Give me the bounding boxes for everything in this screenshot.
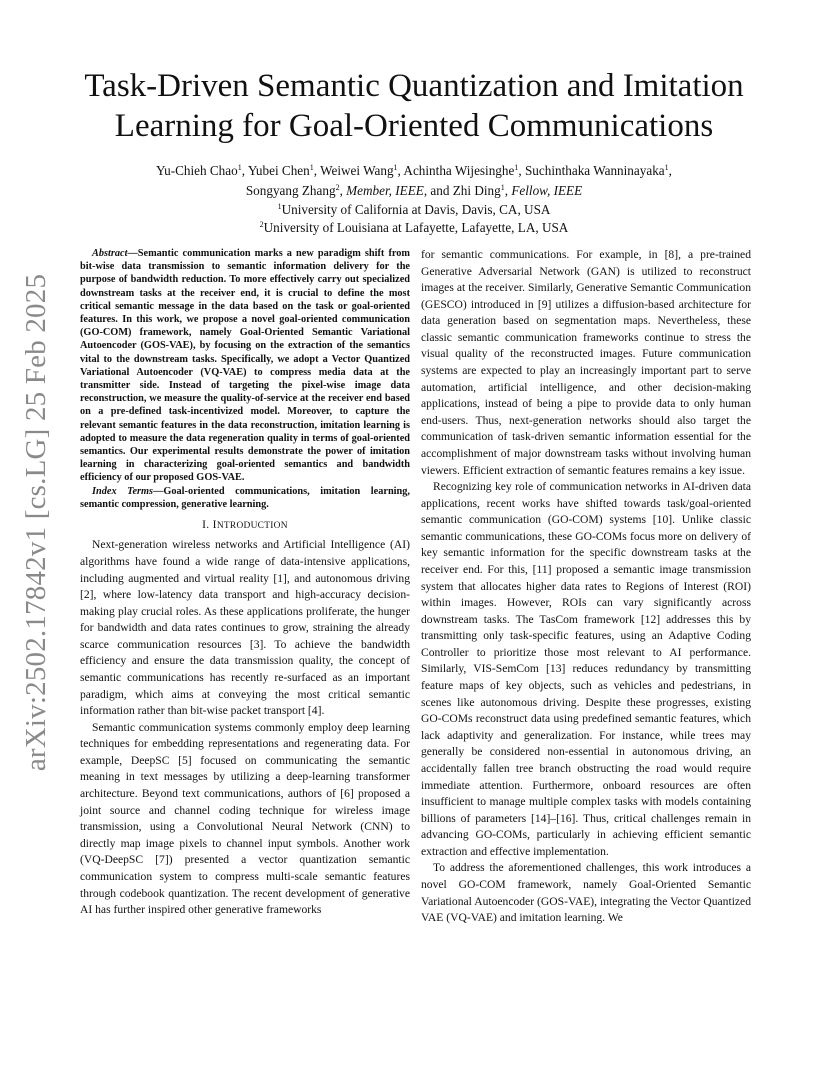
author-name: Zhi Ding <box>452 183 501 198</box>
author-name: Yubei Chen <box>247 163 310 178</box>
right-column <box>421 247 751 927</box>
arxiv-id-text: arXiv:2502.17842v1 [cs.LG] 25 Feb 2025 <box>20 273 53 771</box>
paragraph: for semantic communications. For example, in [8], a pre-trained Generative Adversarial Network (GAN) is utilized to reconstruct images at the receiver. Similarly, Generative Semantic Communication (GESCO) introduced in [9] utilizes a diffusion-based architecture for data generation based on segmentation maps. Nevertheless, these classic semantic communication frameworks continue to stress the visual quality of the reconstructed images. Future communication systems are expected to play an increasingly important part to serve automation, artificial intelligence, and other decision-making applications, instead of being a pipe to provide data to only human end-users. Thus, next-generation networks should also target the communication of task-driven semantic information essential for the accomplishment of major downstream tasks without involving human viewers. Efficient extraction of semantic features remains a key issue. <box>421 248 751 477</box>
section-title-rest: NTRODUCTION <box>216 521 288 532</box>
section-number: I. <box>202 519 210 532</box>
paragraph: Semantic communication systems commonly employ deep learning techniques for embedding representations and regenerating data. For example, DeepSC [5] focused on communicating the semantic meaning in text messages by utilizing a deep-learning transformer architecture. Beyond text communications, authors of [6] proposed a joint source and channel coding technique for wireless image transmission, using a Convolutional Neural Network (CNN) to directly map image pixels to channel input symbols. Another work (VQ-DeepSC [7]) presented a vector quantization semantic communication system to compress multi-scale semantic features through codebook quantization. The recent development of generative AI has further inspired other generative frameworks <box>80 720 410 917</box>
author-name: Weiwei Wang <box>320 163 394 178</box>
affil-mark: 2 <box>259 220 264 229</box>
author-name: Yu-Chieh Chao <box>156 163 238 178</box>
title-line-1: Task-Driven Semantic Quantization and Imitation <box>84 68 744 104</box>
affiliation-text: University of Louisiana at Lafayette, Lafayette, LA, USA <box>263 220 569 235</box>
abstract-text: —Semantic communication marks a new paradigm shift from bit-wise data transmission to semantic information delivery for the purpose of bandwidth reduction. To more effectively carry out specialized downstream tasks at the receiver end, it is crucial to define the most critical semantic message in the data based on the task or goal-oriented features. In this work, we propose a novel goal-oriented communication (GO-COM) framework, namely Goal-Oriented Semantic Variational Autoencoder (GOS-VAE), by focusing on the extraction of the semantics vital to the downstream tasks. Specifically, we adopt a Vector Quantized Variational Autoencoder (VQ-VAE) to compress media data at the transmitter side. Instead of targeting the pixel-wise image data reconstruction, we measure the quality-of-service at the receiver end based on a pre-defined task-incentivized model. Moreover, to capture the relevant semantic features in the data reconstruction, imitation learning is adopted to measure the data regeneration quality in terms of goal-oriented semantics. Our experimental results demonstrate the power of imitation learning in characterizing goal-oriented semantics and bandwidth efficiency of our proposed GOS-VAE. <box>80 248 410 484</box>
paper-title <box>80 66 748 146</box>
affil-mark: 1 <box>309 163 314 172</box>
paragraph: To address the aforementioned challenges, this work introduces a novel GO-COM framework, namely Goal-Oriented Semantic Variational Autoencoder (GOS-VAE), integrating the Vector Quantized VAE (VQ-VAE) and imitation learning. We <box>421 861 751 925</box>
affil-mark: 1 <box>514 163 519 172</box>
abstract-label: Abstract <box>92 248 128 259</box>
affiliation-text: University of California at Davis, Davis, CA, USA <box>281 202 551 217</box>
affil-mark: 1 <box>277 202 282 211</box>
abstract <box>80 247 410 485</box>
left-column <box>80 247 410 919</box>
author-name: Songyang Zhang <box>245 183 336 198</box>
author-role: Fellow, IEEE <box>511 183 583 198</box>
affil-mark: 1 <box>237 163 242 172</box>
paragraph: Recognizing key role of communication networks in AI-driven data applications, recent works have shifted towards task/goal-oriented semantic communication (GO-COM) systems [10]. Unlike classic semantic communications, these GO-COMs focus more on delivery of key semantic information for the specific downstream tasks at the receiver end. For this, [11] proposed a semantic image transmission system that allocates higher data rates to Regions of Interest (ROI) within images. However, ROIs can vary significantly across downstream tasks. The TasCom framework [12] addresses this by transmitting only task-specific features, using an Adaptive Coding Controller to prioritize those most relevant to AI performance. Similarly, VIS-SemCom [13] reduces redundancy by transmitting feature maps of key objects, such as vehicles and pedestrians, in scenes like autonomous driving. Despite these progresses, existing GO-COMs reconstruct data using predefined semantic features, which lack adaptivity and generalization. For instance, while trees may generally be considered non-essential in autonomous driving, an accidentally fallen tree branch obstructing the road would require immediate attention. Furthermore, onboard resources are often insufficient to manage multiple complex tasks with models containing billions of parameters [14]–[16]. Thus, critical challenges remain in advancing GO-COMs, particularly in achieving efficient semantic extraction and effective implementation. <box>421 480 751 858</box>
author-name: Suchinthaka Wanninayaka <box>524 163 665 178</box>
index-terms-text: —Goal-oriented communications, imitation learning, semantic compression, generative learning. <box>80 485 410 510</box>
index-terms-label: Index Terms <box>92 485 154 497</box>
section-heading <box>80 517 410 534</box>
affil-mark: 1 <box>500 183 505 192</box>
section-title-cap: I <box>212 519 217 532</box>
index-terms <box>80 485 410 511</box>
affiliation-2 <box>80 219 748 237</box>
arxiv-side-identifier <box>14 273 60 771</box>
author-name: Achintha Wijesinghe <box>403 163 515 178</box>
affil-mark: 1 <box>664 163 669 172</box>
affil-mark: 2 <box>335 183 340 192</box>
paragraph: Next-generation wireless networks and Artificial Intelligence (AI) algorithms have found a wide range of data-intensive applications, including augmented and virtual reality [1], and autonomous driving [2], where low-latency data transport and high-accuracy decision-making play crucial roles. As these applications proliferate, the hunger for bandwidth and data rates continues to grow, straining the already scarce communication resources [3]. To achieve the bandwidth efficiency and ensure the data transmission quality, the concept of semantic communications has recently re-surfaced as an important paradigm, which aims at conveying the most critical semantic information rather than bit-wise packet transport [4]. <box>80 538 410 718</box>
title-line-2: Learning for Goal-Oriented Communications <box>114 108 714 144</box>
author-role: Member, IEEE <box>346 183 424 198</box>
affil-mark: 1 <box>393 163 398 172</box>
author-block: Yu-Chieh Chao$^1$, Yubei Chen$^1$, Weiwei Wang$^1$, Achintha Wijesinghe$^1$, Suchinthaka Wanninayaka$^1$, Songyang Zhang$^2$, Member, IEEE, and Zhi Ding$^1$, Fellow, IEEE $^1$University of California at Davis, Davis, CA, USA $^2$University of Louisiana at Lafayette, Lafayette, LA, USA <box>80 161 748 237</box>
affiliation-1 <box>80 201 748 219</box>
conjunction: and <box>430 183 450 198</box>
